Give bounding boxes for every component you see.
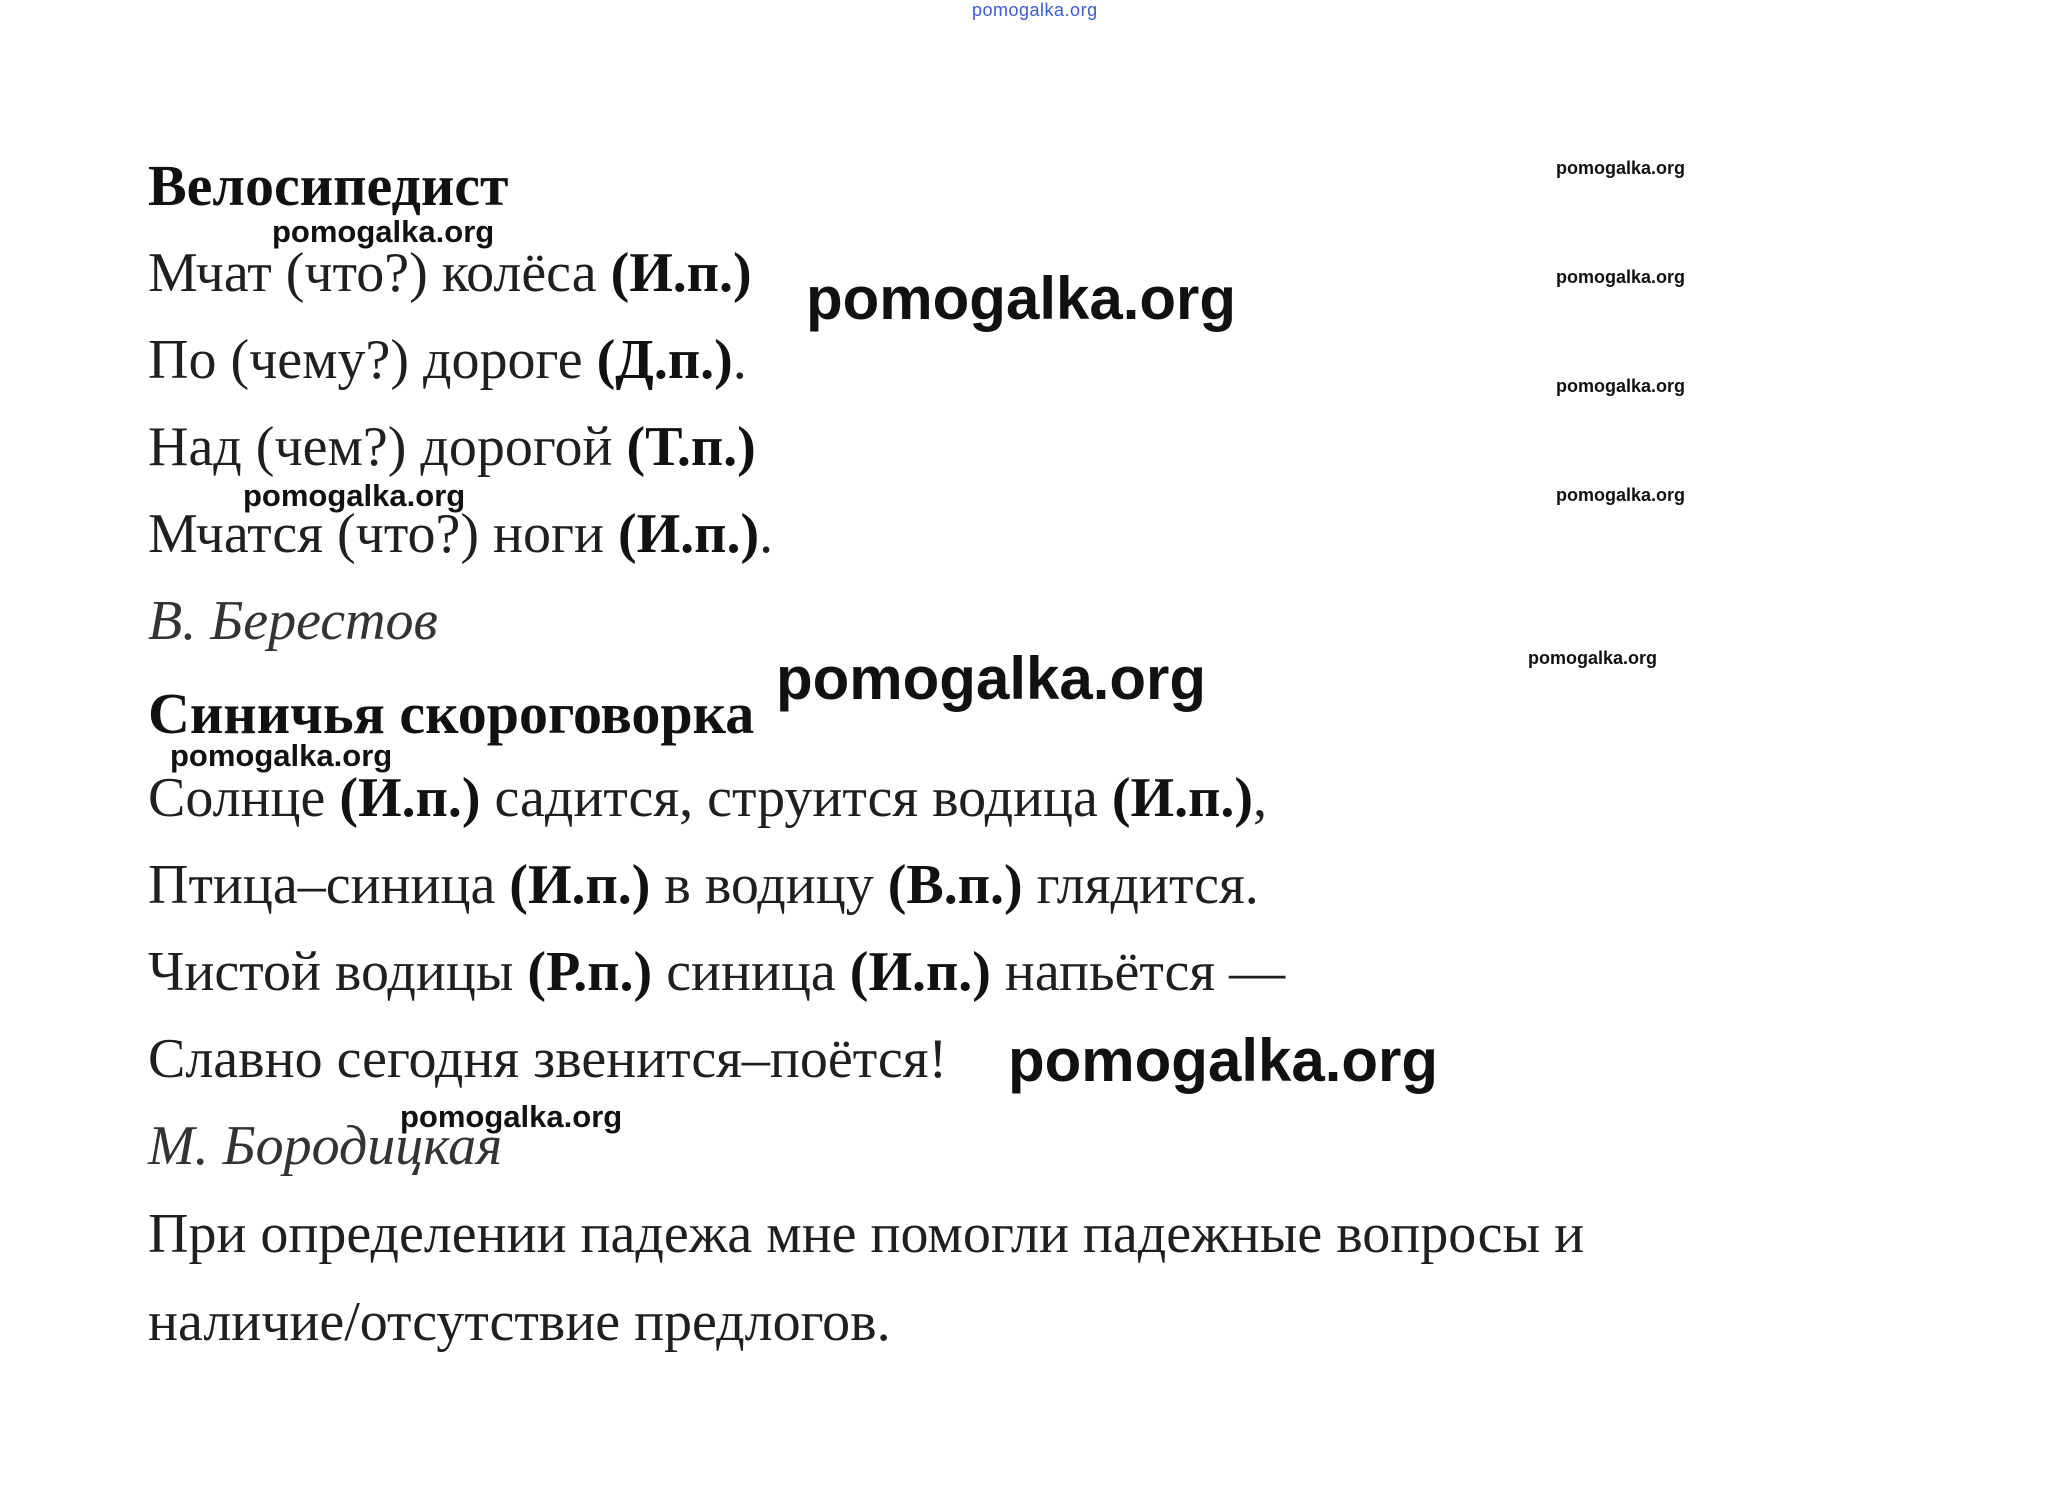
poem2-line-4: Славно сегодня звенится–поётся! <box>148 1028 948 1090</box>
watermark-big-1: pomogalka.org <box>806 265 1237 332</box>
poem2-title: Синичья скороговорка <box>148 681 755 746</box>
watermark-right-2: pomogalka.org <box>1556 267 1686 287</box>
poem1-line-4: Мчатся (что?) ноги (И.п.). <box>148 503 774 565</box>
watermark-big-2: pomogalka.org <box>776 645 1207 712</box>
conclusion-line-2: наличие/отсутствие предлогов. <box>148 1291 891 1353</box>
watermark-mid-4: pomogalka.org <box>400 1099 623 1134</box>
watermark-mid-3: pomogalka.org <box>170 738 393 773</box>
poem1-title: Велосипедист <box>148 153 509 218</box>
watermark-mid-2: pomogalka.org <box>243 478 466 513</box>
poem1-line-3: Над (чем?) дорогой (Т.п.) <box>148 416 756 478</box>
poem1-line-1: Мчат (что?) колёса (И.п.) <box>148 242 752 304</box>
header-watermark: pomogalka.org <box>972 0 1098 20</box>
conclusion-line-1: При определении падежа мне помогли падежные вопросы и <box>148 1203 1585 1265</box>
poem2-line-3: Чистой водицы (Р.п.) синица (И.п.) напьётся — <box>148 941 1286 1003</box>
watermark-right-4: pomogalka.org <box>1556 485 1686 505</box>
poem2-author: М. Бородицкая <box>148 1115 503 1177</box>
poem2-line-1: Солнце (И.п.) садится, струится водица (И.п.), <box>148 767 1267 829</box>
watermark-right-5: pomogalka.org <box>1528 648 1658 668</box>
poem1-author: В. Берестов <box>148 590 438 652</box>
watermark-right-3: pomogalka.org <box>1556 376 1686 396</box>
watermark-mid-1: pomogalka.org <box>272 214 495 249</box>
watermark-right-1: pomogalka.org <box>1556 158 1686 178</box>
poem2-line-2: Птица–синица (И.п.) в водицу (В.п.) глядится. <box>148 854 1259 916</box>
poem1-line-2: По (чему?) дороге (Д.п.). <box>148 329 747 391</box>
watermark-big-3: pomogalka.org <box>1008 1027 1439 1094</box>
